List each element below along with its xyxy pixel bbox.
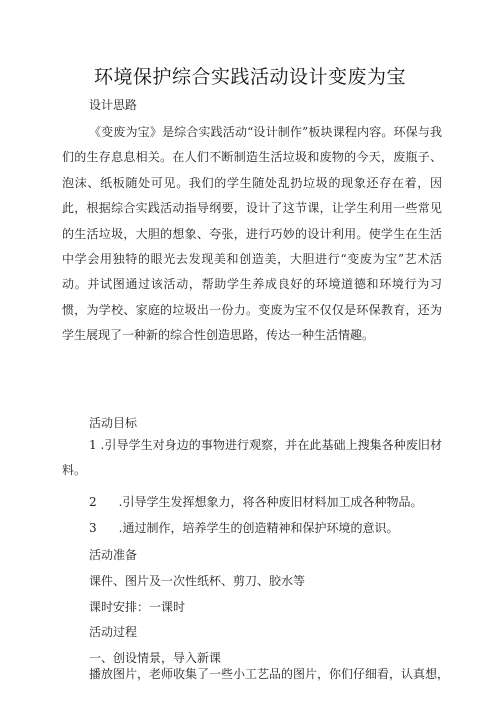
document-title: 环境保护综合实践活动设计变废为宝: [93, 66, 406, 88]
step-1-heading: 一、创设情景，导入新课: [89, 651, 222, 665]
goal-2-number: 2: [89, 495, 97, 509]
goals-heading: 活动目标: [89, 416, 138, 430]
design-paragraph: 《变废为宝》是综合实践活动“设计制作”板块课程内容。环保与我们的生存息息相关。在人们不断制造生活垃圾和废物的今天，废瓶子、泡沫、纸板随处可见。我们的学生随处乱扔垃圾的现象还存在着，因此，根据综合实践活动指导纲要，设计了这节课，让学生利用一些常见的生活垃圾，大胆的想象、夸张，进行巧妙的设计利用。使学生在生活中学会用独特的眼光去发现美和创造美，大胆进行“变废为宝”艺术活动。并试图通过该活动，帮助学生养成良好的环境道德和环境行为习惯，为学校、家庭的垃圾出一份力。变废为宝不仅仅是环保教育，还为学生展现了一种新的综合性创造思路，传达一种生活情趣。: [62, 125, 442, 343]
prep-heading: 活动准备: [89, 548, 138, 562]
process-heading: 活动过程: [89, 625, 138, 639]
step-1-text: 播放图片，老师收集了一些小工艺品的图片，你们仔细看，认真想，: [89, 667, 450, 681]
goal-3-text: .通过制作，培养学生的创造精神和保护环境的意识。: [118, 521, 399, 535]
goal-2-text: .引导学生发挥想象力，将各种废旧材料加工成各种物品。: [118, 495, 423, 509]
goal-item-3: [89, 519, 398, 536]
goal-1-text: .引导学生对身边的事物进行观察，并在此基础上搜集各种废旧材料。: [62, 438, 442, 477]
goal-1-number: 1: [89, 438, 97, 452]
goal-3-number: 3: [89, 521, 97, 535]
goal-item-2: [89, 493, 422, 510]
design-heading: 设计思路: [89, 98, 138, 112]
goal-item-1: [62, 433, 442, 483]
prep-text: 课件、图片及一次性纸杯、剪刀、胶水等: [89, 574, 306, 588]
schedule-text: 课时安排：一课时: [89, 600, 186, 614]
